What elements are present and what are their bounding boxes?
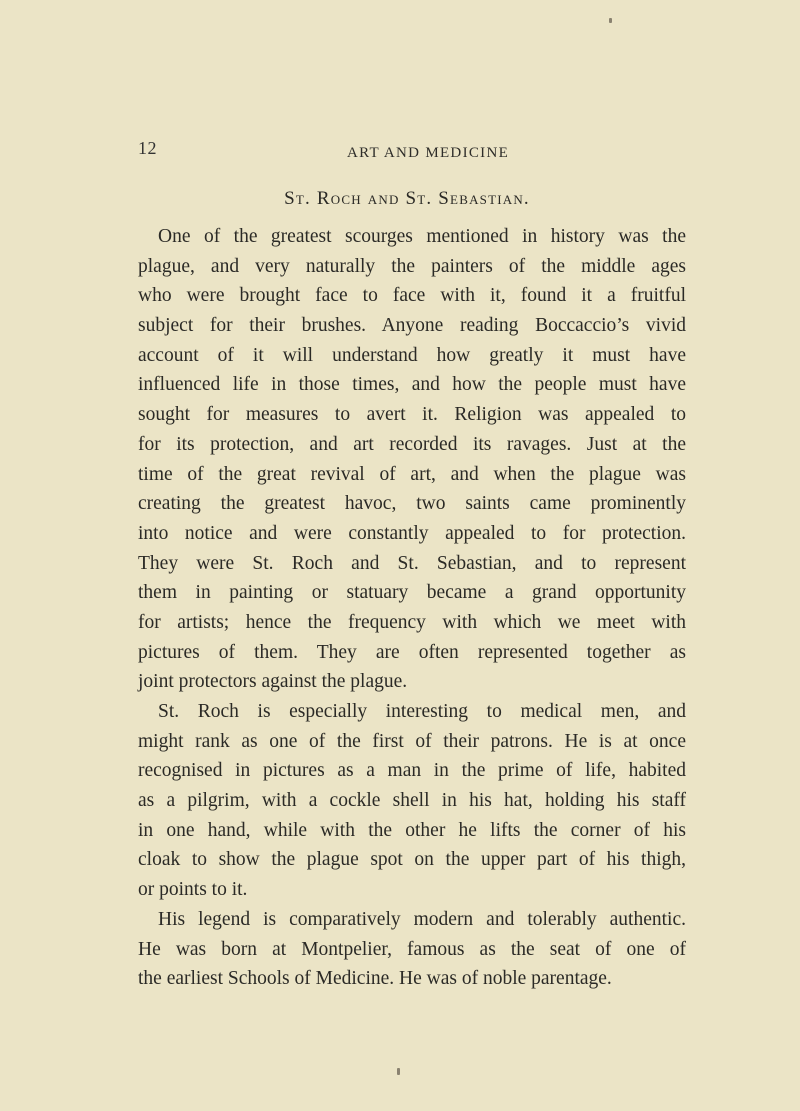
- text-line: or points to it.: [138, 879, 248, 901]
- text-line: account of it will understand how greatly it must have: [138, 344, 686, 366]
- text-line: recognised in pictures as a man in the prime of life, habited: [138, 760, 686, 782]
- text-line: cloak to show the plague spot on the upper part of his thigh,: [138, 849, 686, 871]
- text-line: who were brought face to face with it, found it a fruitful: [138, 285, 686, 307]
- text-line: His legend is comparatively modern and tolerably authentic.: [158, 908, 686, 930]
- text-line: St. Roch is especially interesting to medical men, and: [158, 701, 686, 722]
- section-title: St. Roch and St. Sebastian.: [284, 188, 530, 209]
- text-line: They were St. Roch and St. Sebastian, and to represent: [138, 552, 686, 574]
- text-line: One of the greatest scourges mentioned in history was the: [158, 226, 686, 247]
- text-line: them in painting or statuary became a grand opportunity: [138, 582, 686, 604]
- stray-mark: [609, 18, 612, 23]
- text-line: as a pilgrim, with a cockle shell in his hat, holding his staff: [138, 790, 686, 812]
- text-line: sought for measures to avert it. Religion was appealed to: [138, 404, 686, 426]
- text-line: joint protectors against the plague.: [138, 671, 408, 693]
- text-line: creating the greatest havoc, two saints came prominently: [138, 493, 686, 515]
- text-line: for its protection, and art recorded its ravages. Just at the: [138, 433, 686, 455]
- text-line: for artists; hence the frequency with which we meet with: [138, 611, 686, 633]
- stray-mark: [397, 1068, 400, 1075]
- page-number: 12: [138, 138, 157, 158]
- text-line: He was born at Montpelier, famous as the seat of one of: [138, 938, 686, 960]
- text-line: into notice and were constantly appealed to for protection.: [138, 522, 686, 544]
- text-line: influenced life in those times, and how the people must have: [138, 374, 686, 396]
- text-line: in one hand, while with the other he lifts the corner of his: [138, 819, 686, 841]
- running-head: ART AND MEDICINE: [346, 145, 510, 161]
- text-line: time of the great revival of art, and when the plague was: [138, 463, 686, 485]
- text-line: plague, and very naturally the painters of the middle ages: [138, 255, 686, 277]
- body-text: [138, 222, 686, 994]
- text-line: might rank as one of the first of their patrons. He is at once: [138, 730, 686, 752]
- text-line: pictures of them. They are often represented together as: [138, 641, 686, 663]
- text-line: the earliest Schools of Medicine. He was of noble parentage.: [138, 968, 612, 990]
- text-line: subject for their brushes. Anyone reading Boccaccio’s vivid: [138, 315, 686, 337]
